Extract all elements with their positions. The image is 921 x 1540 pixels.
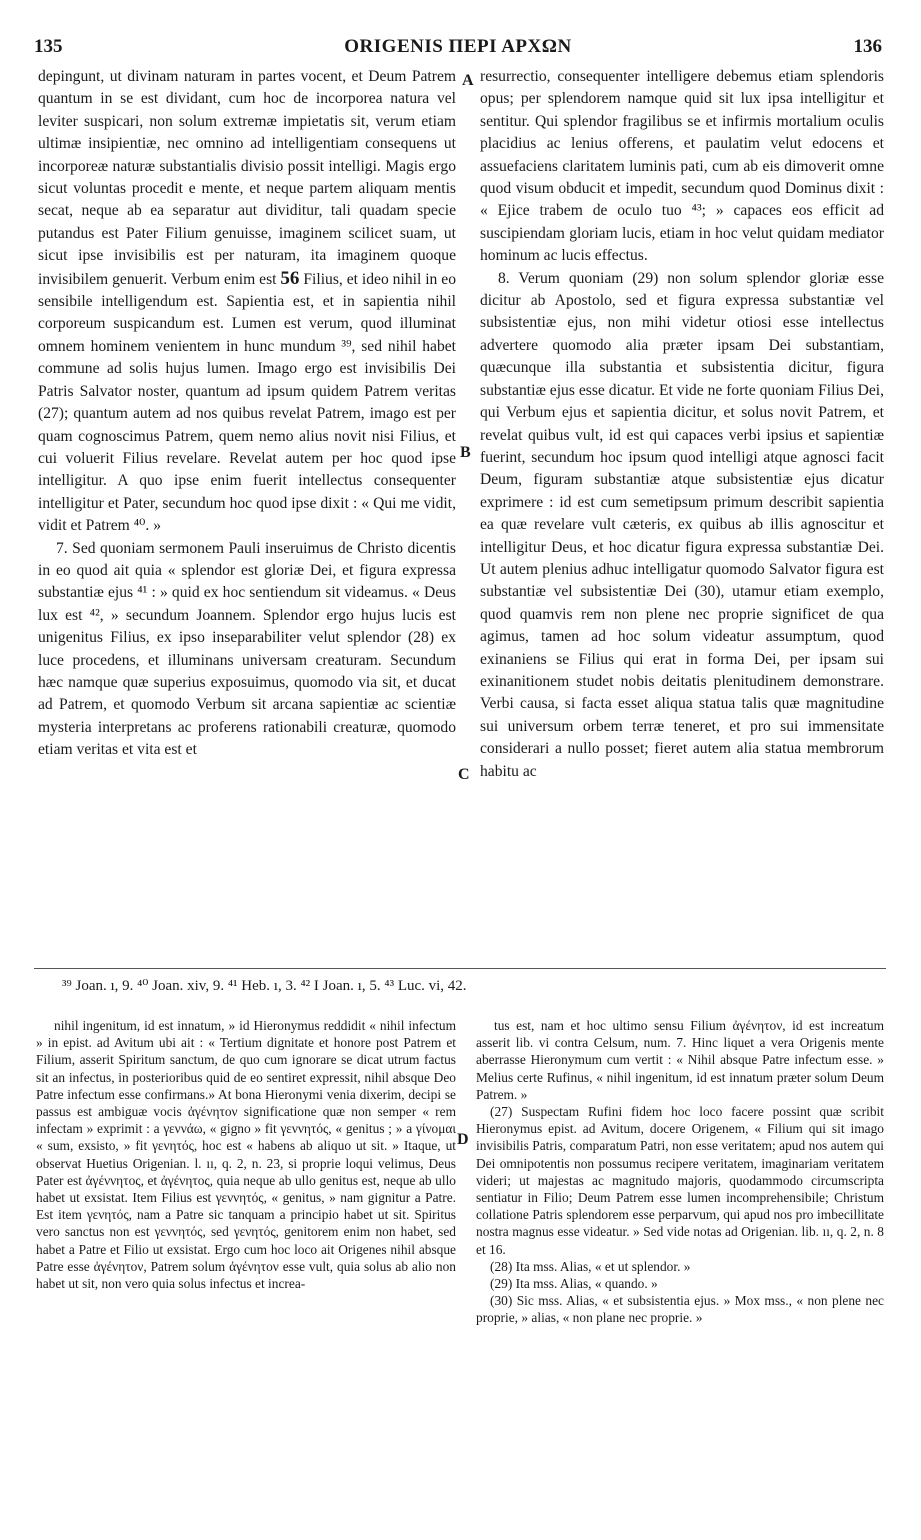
note-29: (29) Ita mss. Alias, « quando. » [490, 1276, 658, 1292]
note-continuation: tus est, nam et hoc ultimo sensu Filium ἀγένητον, id est increatum asserit lib. vi contra Celsum, num. 7. Hinc liquet a vera Origenis mente aberrasse Hieronymum cum vertit : « Nihil absque Patre infectum esse. » Melius certe Rufinus, « nihil ingenitum, id est innatum præter solum Deum Patrem. » [476, 1018, 884, 1102]
margin-letter-d: D [457, 1131, 469, 1148]
main-text-right-column [480, 66, 884, 783]
divider-rule [34, 968, 886, 969]
text-run: Filius, et ideo nihil in eo sensibile intelligendum est. Sapientia est, et in sapientia nihil corporeum suspicandum est. Lumen est verum, quod illuminat omnem hominem venientem in hunc mundum ³⁹, sed nihil habet commune ad solis hujus lumen. Imago ergo est invisibilis Dei Patris Salvator noster, quantum ad ipsum quidem Patrem veritas (27); quantum autem ad nos quibus revelat Patrem, imago est per quam cognoscimus Patrem, quem nemo alius novit nisi Filius, et cui voluerit Filius revelare. Revelat autem per hoc quod ipse intelligitur. A quo ipse enim fuerit intellectus consequenter intelligitur et Pater, secundum hoc quod ipse dixit : « Qui me vidit, vidit et Patrem ⁴⁰. » [38, 270, 456, 535]
column-number: 56 [280, 267, 300, 289]
note-27: (27) Suspectam Rufini fidem hoc loco facere possint quæ scribit Hieronymus epist. ad Avitum, docere Origenem, « Filium qui sit imago invisibilis Patris, comparatum Patri, non esse veritatem; apud nos autem qui Dei omnipotentis non possumus recipere veritatem, imaginariam veritatem videri; ut majestas ac magnitudo majoris, quodammodo circumscripta sentiatur in Filio; Deum Patrem esse lumen incomprehensibile; Christum collatione Patris splendorem esse perparvum, qui apud nos pro imbecillitate nostra magnus esse videatur. » Sed vide notas ad Origenian. lib. ıı, q. 2, n. 8 et 16. [476, 1104, 884, 1257]
text-run: depingunt, ut divinam naturam in partes vocent, et Deum Patrem quantum in se est dividant, cum hoc de incorporea natura vel leviter suspicari, non solum extremæ impietatis sit, verum etiam ultimæ insipientiæ, nec omnino ad intelligentiam consequens ut incorporeæ naturæ substantialis divisio possit intelligi. Magis ergo sicut voluntas procedit e mente, et neque partem aliquam mentis secat, neque ab ea separatur aut dividitur, tali quadam specie putandus est Pater Filium genuisse, imaginem scilicet suam, ut sicut ipse invisibilis est per naturam, ita imaginem quoque invisibilem genuerit. Verbum enim est [38, 68, 456, 288]
page-number-left: 135 [34, 36, 63, 57]
paragraph-8: 8. Verum quoniam (29) non solum splendor gloriæ esse dicitur ab Apostolo, sed et figura expressa substantiæ vel subsistentiæ ejus, non mihi videtur otiosi esse intellectus advertere quomodo alia præter ipsam Dei substantiam, quæcunque illa substantia et subsistentia dicitur, figura substantiæ ejus esse dicatur. Et vide ne forte quoniam Filius Dei, qui Verbum ejus et sapientia dicitur, et solus novit Patrem, et revelat quibus vult, id est qui capaces verbi ipsius et sapientiæ fuerint, secundum hoc ipsum quod intelligi atque agnosci facit Deum, figuram substantiæ atque subsistentiæ ejus dicatur exprimere : id est cum semetipsum primum describit sapientia ea quæ revelare vult cæteris, ex quibus ab illis agnoscitur et intelligitur Deus, et hoc dicatur figura expressa substantiæ Dei. Ut autem plenius adhuc intelligatur quomodo Salvator figura est substantiæ vel subsistentiæ Dei (30), utamur etiam exemplo, quod quamvis rem non plene nec proprie significet de qua agimus, tamen ad hoc solum videatur assumptum, quod exinaniens se Filius qui erat in forma Dei, per ipsam sui exinanitionem studet nobis deitatis plenitudinem demonstrare. Verbi causa, si facta esset aliqua statua talis quæ magnitudine sui universum orbem terræ teneret, et pro sui immensitate considerari a nullo posset; fieret autem alia statua membrorum habitu ac [480, 269, 884, 780]
paragraph: resurrectio, consequenter intelligere debemus etiam splendoris opus; per splendorem namque quid sit lux ipsa intelligitur et sentitur. Qui splendor fragilibus se et infirmis mortalium oculis placidius ac lenius offerens, et paulatim velut edocens et assuefaciens claritatem luminis pati, cum ab eis dimoverit omne quod visum obducit et impedit, secundum quod Dominus dixit : « Ejice trabem de oculo tuo ⁴³; » capaces eos efficit ad suscipiendam gloriam lucis, etiam in hoc velut quidam mediator hominum ac lucis effectus. [480, 68, 884, 265]
page-header [34, 36, 882, 64]
note-30: (30) Sic mss. Alias, « et subsistentia ejus. » Mox mss., « non plene nec proprie, » alias, « non plane nec proprie. » [476, 1293, 884, 1326]
margin-letter-b: B [460, 444, 471, 461]
scripture-references: ³⁹ Joan. ı, 9. ⁴⁰ Joan. xiv, 9. ⁴¹ Heb. ı, 3. ⁴² I Joan. ı, 5. ⁴³ Luc. vi, 42. [62, 978, 467, 994]
paragraph-7: 7. Sed quoniam sermonem Pauli inseruimus de Christo dicentis in eo quod ait quia « splendor est gloriæ Dei, et figura expressa substantiæ ejus ⁴¹ : » quid ex hoc sentiendum sit videamus. « Deus lux est ⁴², » secundum Joannem. Splendor ergo hujus lucis est unigenitus Filius, ex ipso inseparabiliter velut splendor (28) ex luce procedens, et illuminans universam creaturam. Secundum hæc namque quæ superius exposuimus, quomodo via sit, et ducat ad Patrem, et quomodo Verbum sit arcana sapientiæ ac scientiæ mysteria interpretans ac proferens rationabili creaturæ, quomodo etiam veritas et vita est et [38, 539, 456, 759]
running-title: ORIGENIS ΠΕΡΙ ΑΡΧΩΝ [344, 36, 572, 57]
margin-letter-c: C [458, 766, 470, 783]
main-text-left-column [38, 66, 456, 762]
note-28: (28) Ita mss. Alias, « et ut splendor. » [490, 1258, 691, 1274]
page-number-right: 136 [853, 36, 882, 57]
note-text: nihil ingenitum, id est innatum, » id Hieronymus reddidit « nihil infectum » in epist. ad Avitum ubi ait : « Tertium dignitate et honore post Patrem et Filium, asserit Spiritum sanctum, de quo cum ignorare se dicat utrum factus sit an infectus, in posterioribus quid de eo sentiret expressit, nihil absque Deo Patre infectum esse confirmans.» At bona Hieronymi venia dixerim, decipi se passus est ambiguæ vocis ἀγένητον significatione quæ non semper « rem infectam » exprimit : a γεννάω, « gigno » fit γεννητός, « genitus ; » a γίνομαι « sum, exsisto, » fit γενητός, hoc est « habens ab aliquo ut sit. » Itaque, ut observat Huetius Origenian. l. ıı, q. 2, n. 23, si proprie loqui velimus, Deus Pater est ἀγέννητος, et ἀγένητος, quia neque ab ullo genitus est, neque ab ullo habet ut exsistat. Item Filius est γεννητός, « genitus, » nam gignitur a Patre. Est item γενητός, nam a Patre sic tanquam a principio habet ut sit. Spiritus vero sanctus non est γεννητός, sed γενητός, genitorem enim non habet, sed habet a Patre et Filio ut exsistat. Ergo cum hoc loco ait Origenes nihil absque Patre esse ἀγένητον, Patrem solum ἀγένητον esse vult, quia solus ab alio non habet ut sit, non vero quia solus infectus et increa- [36, 1018, 456, 1292]
notes-left-column [36, 1017, 456, 1292]
margin-letter-a: A [462, 72, 474, 89]
paragraph [38, 66, 456, 538]
notes-right-column [476, 1017, 884, 1327]
